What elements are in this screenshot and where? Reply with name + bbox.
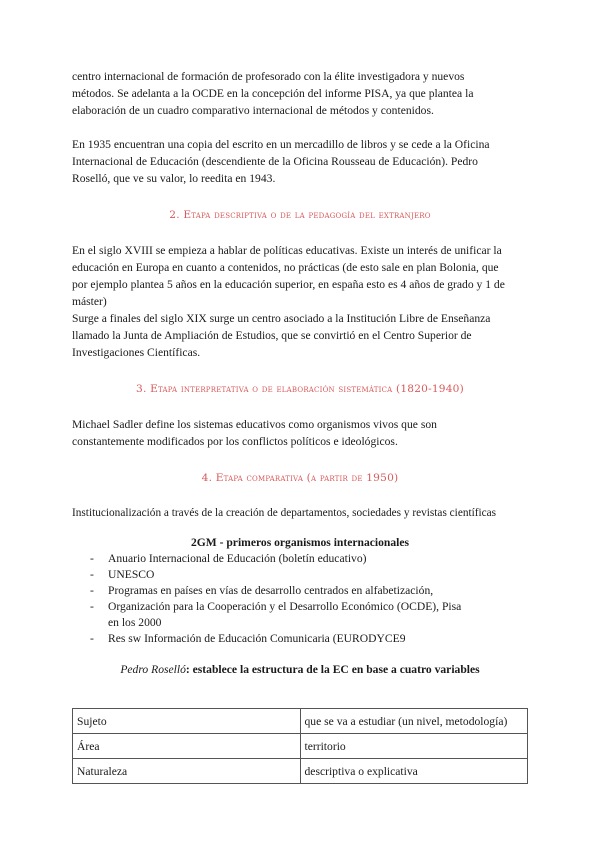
text-line: Internacional de Educación (descendiente de la Oficina Rousseau de Educación). Pedro: [72, 155, 478, 168]
section-3-heading: 3. Etapa interpretativa o de elaboración sistemática (1820-1940): [136, 383, 464, 395]
text-line: Roselló, que ve su valor, lo reedita en 1943.: [72, 172, 276, 185]
section-2-heading: 2. Etapa descriptiva o de la pedagogía del extranjero: [169, 209, 431, 221]
list-item: - Res sw Información de Educación Comunicaria (EURODYCE9: [90, 631, 528, 647]
variables-table: [72, 708, 528, 784]
text-line: centro internacional de formación de profesorado con la élite investigadora y nuevos: [72, 70, 465, 83]
text-line: Surge a finales del siglo XIX surge un centro asociado a la Institución Libre de Enseñanza: [72, 312, 491, 325]
list-item: - UNESCO: [90, 567, 528, 583]
caption-author: Pedro Roselló: [120, 663, 186, 676]
text-line: por ejemplo plantea 5 años en la educación superior, en españa esto es 4 años de grado y 1 de: [72, 278, 505, 291]
section-4-paragraph: Institucionalización a través de la creación de departamentos, sociedades y revistas científicas: [72, 507, 497, 519]
list-item: - Anuario Internacional de Educación (boletín educativo): [90, 551, 528, 567]
list-title: 2GM - primeros organismos internacionales: [190, 536, 410, 549]
text-line: máster): [72, 295, 107, 308]
organizations-list: [72, 551, 528, 647]
document-page: [72, 68, 528, 784]
section-3-paragraph: [72, 416, 528, 450]
table-row: [73, 709, 528, 734]
table-cell-value: que se va a estudiar (un nivel, metodología): [300, 709, 528, 734]
table-row: [73, 734, 528, 759]
text-line: educación en Europa en cuanto a contenidos, no prácticas (de esto sale en plan Bolonia, que: [72, 261, 499, 274]
intro-paragraph-1: [72, 68, 528, 119]
text-line: Investigaciones Científicas.: [72, 346, 201, 359]
table-cell-label: Sujeto: [73, 709, 301, 734]
table-cell-label: Área: [73, 734, 301, 759]
text-line: constantemente modificados por los conflictos políticos e ideológicos.: [72, 435, 398, 448]
table-cell-value: territorio: [300, 734, 528, 759]
text-line: elaboración de un cuadro comparativo internacional de métodos y contenidos.: [72, 104, 434, 117]
caption-text: : establece la estructura de la EC en base a cuatro variables: [185, 663, 480, 676]
section-2-paragraph: [72, 242, 528, 361]
text-line: Michael Sadler define los sistemas educativos como organismos vivos que son: [72, 418, 437, 431]
list-item: - Programas en países en vías de desarrollo centrados en alfabetización,: [90, 583, 528, 599]
table-cell-value: descriptiva o explicativa: [300, 759, 528, 784]
table-row: [73, 759, 528, 784]
text-line: métodos. Se adelanta a la OCDE en la concepción del informe PISA, ya que plantea la: [72, 87, 474, 100]
text-line: llamado la Junta de Ampliación de Estudios, que se convirtió en el Centro Superior de: [72, 329, 472, 342]
table-caption: [72, 661, 528, 678]
intro-paragraph-2: [72, 136, 528, 187]
section-4-heading: 4. Etapa comparativa (a partir de 1950): [201, 472, 399, 484]
text-line: En 1935 encuentran una copia del escrito en un mercadillo de libros y se cede a la Oficina: [72, 138, 490, 151]
list-item: - Organización para la Cooperación y el Desarrollo Económico (OCDE), Pisa en los 2000: [90, 599, 528, 631]
text-line: En el siglo XVIII se empieza a hablar de políticas educativas. Existe un interés de unificar la: [72, 244, 502, 257]
table-cell-label: Naturaleza: [73, 759, 301, 784]
